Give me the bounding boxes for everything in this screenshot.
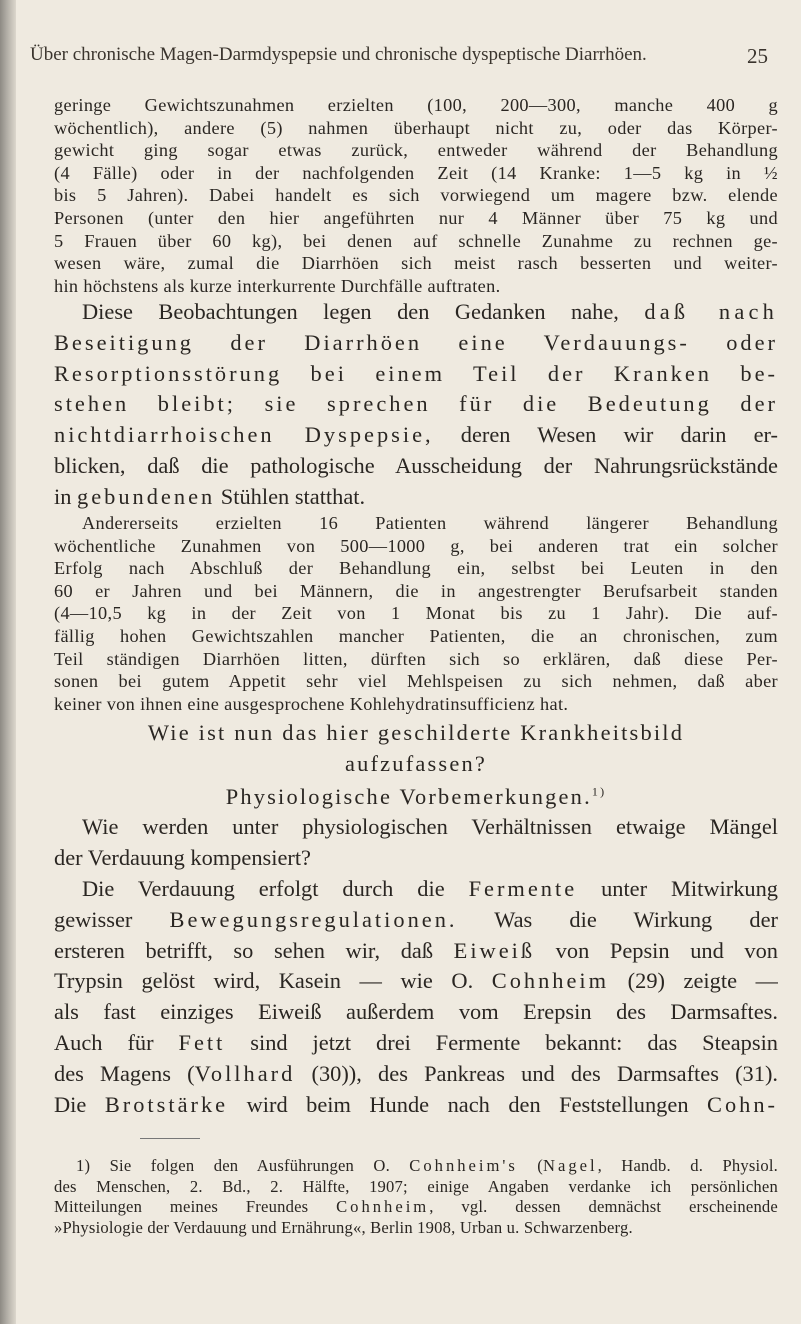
footnote-divider — [140, 1138, 200, 1139]
emphasis: Fermente — [468, 876, 578, 901]
page-number: 25 — [747, 44, 768, 68]
emphasis: Nagel — [542, 1156, 598, 1175]
text-line: Wie werden unter physiologischen Verhältnissen etwaige Mängel — [82, 814, 778, 839]
footnote — [54, 1156, 778, 1238]
text-line: fällig hohen Gewichtszahlen mancher Patienten, die an chronischen, zum — [54, 625, 778, 646]
text-line: hin höchstens als kurze interkurrente Durchfälle auftraten. — [54, 275, 501, 296]
text-line: Andererseits erzielten 16 Patienten während längerer Behandlung — [82, 513, 778, 533]
text-line: gewicht ging sogar etwas zurück, entweder während der Behandlung — [54, 140, 778, 161]
text-line: wesen wäre, zumal die Diarrhöen sich meist rasch besserten und weiter- — [54, 253, 778, 274]
paragraph-digestion — [54, 874, 778, 1120]
text-line: stehen bleibt; sie sprechen für die Bedeutung der — [54, 391, 778, 417]
text-line: Auch für Fett sind jetzt drei Fermente bekannt: das Steapsin — [54, 1029, 778, 1055]
emphasis: Bewegungsregulationen. — [169, 906, 458, 932]
text-line: Teil ständigen Diarrhöen litten, dürften sich so erklären, daß diese Per- — [54, 648, 778, 669]
emphasis: Brotstärke — [104, 1091, 229, 1117]
text-line: geringe Gewichtszunahmen erzielten (100, 200—300, manche 400 g — [54, 95, 778, 115]
paragraph-question — [54, 812, 778, 874]
running-header — [30, 44, 780, 74]
emphasis: nichtdiarrhoischen Dyspepsie, — [54, 422, 434, 448]
text-line: Erfolg nach Abschluß der Behandlung ein, selbst bei Leuten in den — [54, 558, 778, 579]
footnote-line: »Physiologie der Verdauung und Ernährung«, Berlin 1908, Urban u. Schwarzenberg. — [54, 1217, 633, 1237]
emphasis: Cohnheim's — [409, 1156, 518, 1175]
footnote-line: 1) Sie folgen den Ausführungen O. Cohnheim's (Nagel, Handb. d. Physiol. — [76, 1156, 778, 1175]
book-page — [20, 0, 780, 1324]
footnote-line: Mitteilungen meines Freundes Cohnheim, vgl. dessen demnächst erscheinende — [54, 1197, 778, 1216]
text-line: nichtdiarrhoischen Dyspepsie, deren Wesen wir darin er- — [54, 422, 778, 448]
emphasis: Cohnheim — [336, 1197, 430, 1216]
page-binding-edge — [0, 0, 16, 1324]
text-line: (4 Fälle) oder in der nachfolgenden Zeit (14 Kranke: 1—5 kg in ½ — [54, 162, 778, 183]
paragraph-weight-gains — [54, 94, 778, 297]
text-line: sonen bei gutem Appetit sehr viel Mehlspeisen zu sich nehmen, daß aber — [54, 671, 778, 692]
emphasis: Fett — [178, 1029, 226, 1055]
text-line: Diese Beobachtungen legen den Gedanken nahe, daß nach — [82, 299, 778, 324]
text-line: wöchentlich), andere (5) nahmen überhaupt nicht zu, oder das Körper- — [54, 117, 778, 138]
heading-question: Wie ist nun das hier geschilderte Krankheitsbild — [147, 720, 685, 745]
text-line: gewisser Bewegungsregulationen. Was die Wirkung der — [54, 906, 778, 932]
text-line: 5 Frauen über 60 kg), bei denen auf schnelle Zunahme zu rechnen ge- — [54, 230, 778, 251]
subheading: Physiologische Vorbemerkungen.$^{1)}$ — [225, 784, 607, 809]
text-line: (4—10,5 kg in der Zeit von 1 Monat bis zu 1 Jahr). Die auf- — [54, 603, 778, 624]
emphasis: Vollhard — [194, 1060, 296, 1086]
text-line: der Verdauung kompensiert? — [54, 844, 311, 870]
running-title: Über chronische Magen-Darmdyspepsie und chronische dyspeptische Diarrhöen. — [30, 44, 647, 65]
text-line: in gebundenen Stühlen statthat. — [54, 483, 366, 509]
paragraph-observations — [54, 297, 778, 513]
text-line: als fast einziges Eiweiß außerdem vom Erepsin des Darmsaftes. — [54, 999, 778, 1025]
emphasis: gebundenen — [77, 483, 216, 509]
text-line: Beseitigung der Diarrhöen eine Verdauungs- oder — [54, 329, 778, 355]
paragraph-other-patients — [54, 512, 778, 715]
emphasis: Cohn- — [707, 1091, 778, 1117]
footnote-marker: 1) — [591, 784, 607, 799]
heading-question-end: aufzufassen? — [344, 751, 488, 776]
section-heading — [54, 717, 778, 812]
text-line: ersteren betrifft, so sehen wir, daß Eiweiß von Pepsin und von — [54, 937, 778, 963]
text-line: Die Brotstärke wird beim Hunde nach den Feststellungen Cohn- — [54, 1091, 778, 1117]
text-line: Trypsin gelöst wird, Kasein — wie O. Cohnheim (29) zeigte — — [54, 968, 778, 994]
text-line: Die Verdauung erfolgt durch die Fermente unter Mitwirkung — [82, 876, 778, 901]
text-line: blicken, daß die pathologische Ausscheidung der Nahrungsrückstände — [54, 452, 778, 478]
text-line: bis 5 Jahren). Dabei handelt es sich vorwiegend um magere bzw. elende — [54, 185, 778, 206]
text-line: wöchentliche Zunahmen von 500—1000 g, bei anderen trat ein solcher — [54, 535, 778, 556]
text-line: Personen (unter den hier angeführten nur 4 Männer über 75 kg und — [54, 207, 778, 228]
emphasis: Cohnheim — [491, 968, 610, 994]
emphasis: Eiweiß — [453, 937, 536, 963]
text-line: Resorptionsstörung bei einem Teil der Kranken be- — [54, 360, 778, 386]
emphasis: daß nach — [644, 299, 778, 324]
footnote-line: des Menschen, 2. Bd., 2. Hälfte, 1907; einige Angaben verdanke ich persönlichen — [54, 1176, 778, 1196]
text-line: 60 er Jahren und bei Männern, die in angestrengter Berufsarbeit standen — [54, 580, 778, 601]
text-line: des Magens (Vollhard (30)), des Pankreas und des Darmsaftes (31). — [54, 1060, 778, 1086]
text-line: keiner von ihnen eine ausgesprochene Kohlehydratinsufficienz hat. — [54, 693, 569, 714]
